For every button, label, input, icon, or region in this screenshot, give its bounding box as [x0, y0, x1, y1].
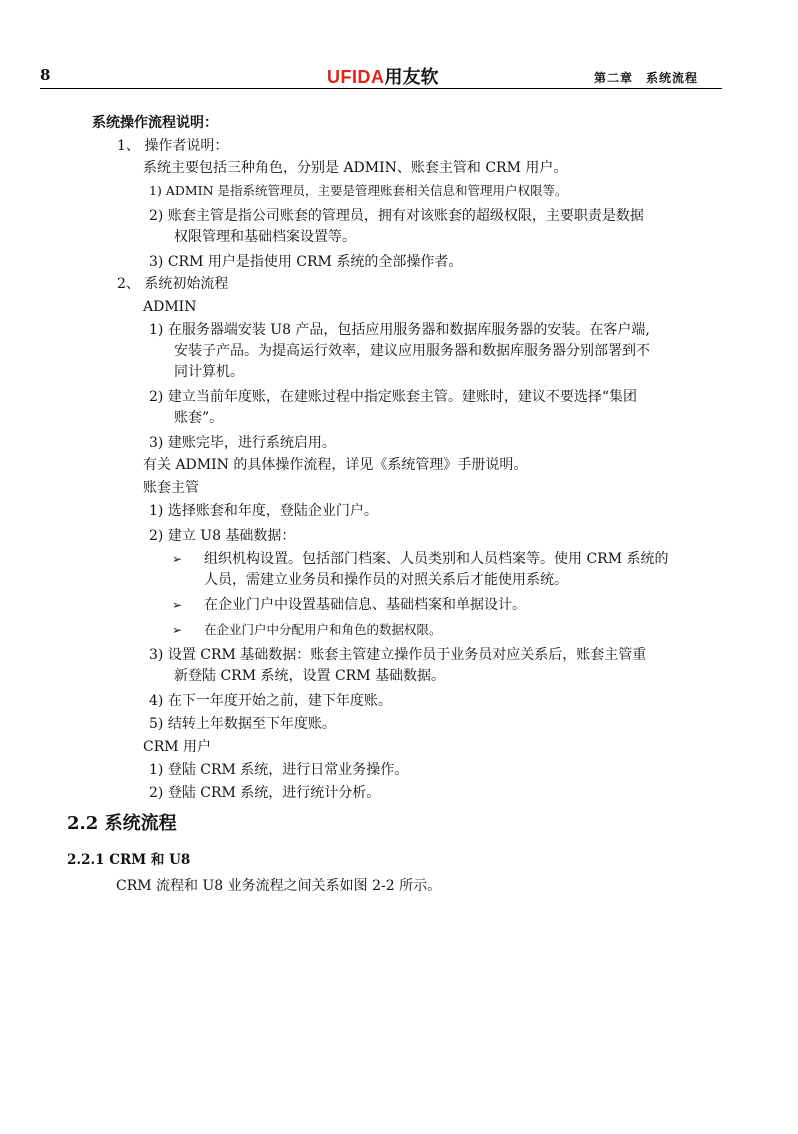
admin-item-3: 3) 建账完毕，进行系统启用。	[149, 435, 336, 451]
admin-item-2: 2) 建立当前年度账，在建账过程中指定账套主管。建账时，建议不要选择“集团	[149, 389, 637, 405]
ufida-logo	[327, 63, 439, 89]
admin-item-1-cont2: 同计算机。	[174, 364, 244, 380]
crm-item-1: 1) 登陆 CRM 系统，进行日常业务操作。	[149, 762, 409, 778]
manager-label: 账套主管	[143, 480, 199, 496]
s1-heading: 1、 操作者说明：	[117, 138, 229, 154]
bullet-2: 在企业门户中设置基础信息、基础档案和单据设计。	[204, 597, 526, 613]
admin-item-2-cont: 账套”。	[174, 410, 224, 426]
s1-item-2: 2) 账套主管是指公司账套的管理员，拥有对该账套的超级权限，主要职责是数据	[149, 208, 644, 224]
manager-item-3: 3) 设置 CRM 基础数据：账套主管建立操作员于业务员对应关系后，账套主管重	[149, 647, 647, 663]
s1-item-2-cont: 权限管理和基础档案设置等。	[174, 229, 356, 245]
crm-item-2: 2) 登陆 CRM 系统，进行统计分析。	[149, 785, 381, 801]
admin-item-1: 1) 在服务器端安装 U8 产品，包括应用服务器和数据库服务器的安装。在客户端,	[149, 322, 650, 338]
page-header	[0, 0, 798, 90]
crm-user-label: CRM 用户	[143, 739, 212, 755]
bullet-3: 在企业门户中分配用户和角色的数据权限。	[204, 622, 442, 637]
final-paragraph: CRM 流程和 U8 业务流程之间关系如图 2-2 所示。	[116, 878, 442, 894]
bullet-1: 组织机构设置。包括部门档案、人员类别和人员档案等。使用 CRM 系统的	[204, 551, 669, 567]
heading-2-2: 2.2 系统流程	[67, 813, 177, 834]
chapter-title: 第二章 系统流程	[594, 71, 699, 85]
admin-note: 有关 ADMIN 的具体操作流程，详见《系统管理》手册说明。	[143, 457, 528, 473]
manager-item-4: 4) 在下一年度开始之前，建下年度账。	[149, 693, 392, 709]
s1-item-3: 3) CRM 用户是指使用 CRM 系统的全部操作者。	[149, 254, 463, 270]
bullet-arrow-icon: ➢	[172, 623, 183, 637]
bullet-arrow-icon: ➢	[172, 598, 183, 612]
s2-heading: 2、 系统初始流程	[117, 276, 229, 292]
admin-item-1-cont: 安装子产品。为提高运行效率，建议应用服务器和数据库服务器分别部署到不	[174, 343, 650, 359]
bullet-arrow-icon: ➢	[172, 552, 183, 566]
admin-label: ADMIN	[143, 299, 197, 315]
manager-item-5: 5) 结转上年数据至下年度账。	[149, 716, 336, 732]
heading-2-2-1: 2.2.1 CRM 和 U8	[67, 852, 191, 868]
manager-item-1: 1) 选择账套和年度，登陆企业门户。	[149, 503, 378, 519]
header-rule	[40, 88, 722, 89]
manager-item-2: 2) 建立 U8 基础数据：	[149, 528, 296, 544]
logo-brand: UFIDA	[327, 67, 385, 87]
section-title: 系统操作流程说明：	[92, 115, 218, 131]
bullet-1-cont: 人员，需建立业务员和操作员的对照关系后才能使用系统。	[204, 572, 568, 588]
manager-item-3-cont: 新登陆 CRM 系统，设置 CRM 基础数据。	[174, 668, 445, 684]
s1-item-1: 1) ADMIN 是指系统管理员，主要是管理账套相关信息和管理用户权限等。	[149, 183, 568, 198]
logo-chinese: 用友软	[384, 67, 439, 87]
page-number: 8	[40, 66, 51, 84]
s1-intro: 系统主要包括三种角色，分别是 ADMIN、账套主管和 CRM 用户。	[143, 160, 568, 176]
